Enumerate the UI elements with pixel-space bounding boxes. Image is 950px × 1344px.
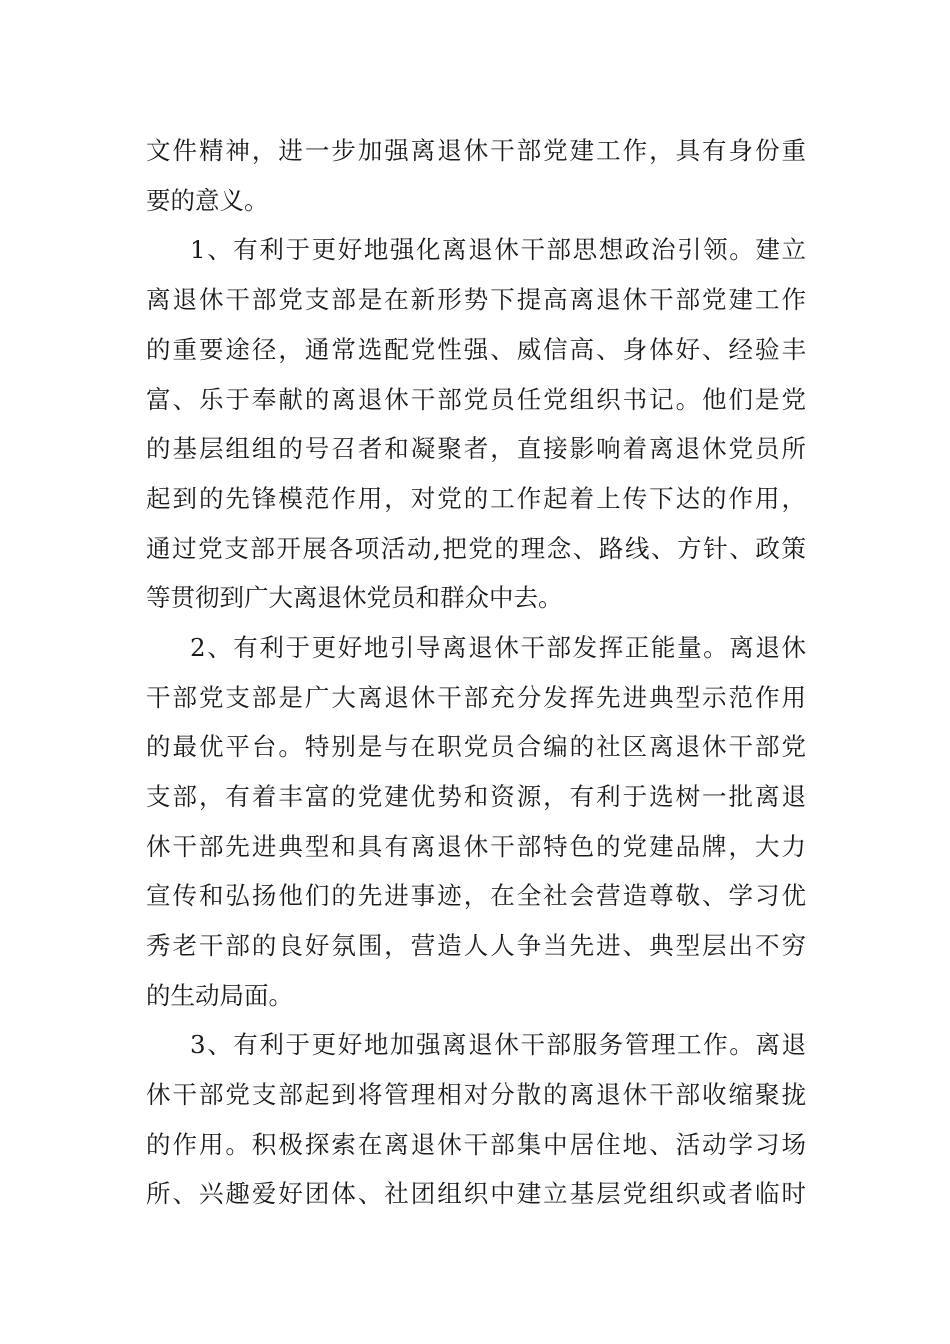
text-line: 的基层组组的号召者和凝聚者，直接影响着离退休党员所 — [146, 434, 806, 463]
text-line: 文件精神，进一步加强离退休干部党建工作，具有身份重 — [146, 136, 806, 165]
text-line: 休干部党支部起到将管理相对分散的离退休干部收缩聚拢 — [146, 1080, 806, 1109]
text-line: 秀老干部的良好氛围，营造人人争当先进、典型层出不穷 — [146, 931, 806, 960]
text-line: 干部党支部是广大离退休干部充分发挥先进典型示范作用 — [146, 683, 806, 712]
text-line: 要的意义。 — [146, 186, 269, 215]
text-line: 起到的先锋模范作用，对党的工作起着上传下达的作用， — [146, 484, 806, 513]
text-line: 富、乐于奉献的离退休干部党员任党组织书记。他们是党 — [146, 385, 806, 414]
text-line: 等贯彻到广大离退休党员和群众中去。 — [146, 583, 563, 612]
text-line: 宣传和弘扬他们的先进事迹，在全社会营造尊敬、学习优 — [146, 881, 806, 910]
text-line: 通过党支部开展各项活动,把党的理念、路线、方针、政策 — [146, 534, 806, 563]
text-line: 的重要途径，通常选配党性强、威信高、身体好、经验丰 — [146, 335, 806, 364]
text-line: 离退休干部党支部是在新形势下提高离退休干部党建工作 — [146, 285, 806, 314]
text-line: 休干部先进典型和具有离退休干部特色的党建品牌，大力 — [146, 832, 806, 861]
text-line: 的最优平台。特别是与在职党员合编的社区离退休干部党 — [146, 732, 806, 761]
paragraph-3-first-line: 3、有利于更好地加强离退休干部服务管理工作。离退 — [190, 1030, 806, 1059]
paragraph-1-first-line: 1、有利于更好地强化离退休干部思想政治引领。建立 — [190, 235, 806, 264]
text-line: 所、兴趣爱好团体、社团组织中建立基层党组织或者临时 — [146, 1179, 806, 1208]
text-line: 的作用。积极探索在离退休干部集中居住地、活动学习场 — [146, 1130, 806, 1159]
text-line: 支部，有着丰富的党建优势和资源，有利于选树一批离退 — [146, 782, 806, 811]
text-line: 的生动局面。 — [146, 981, 293, 1010]
paragraph-2-first-line: 2、有利于更好地引导离退休干部发挥正能量。离退休 — [190, 633, 806, 662]
